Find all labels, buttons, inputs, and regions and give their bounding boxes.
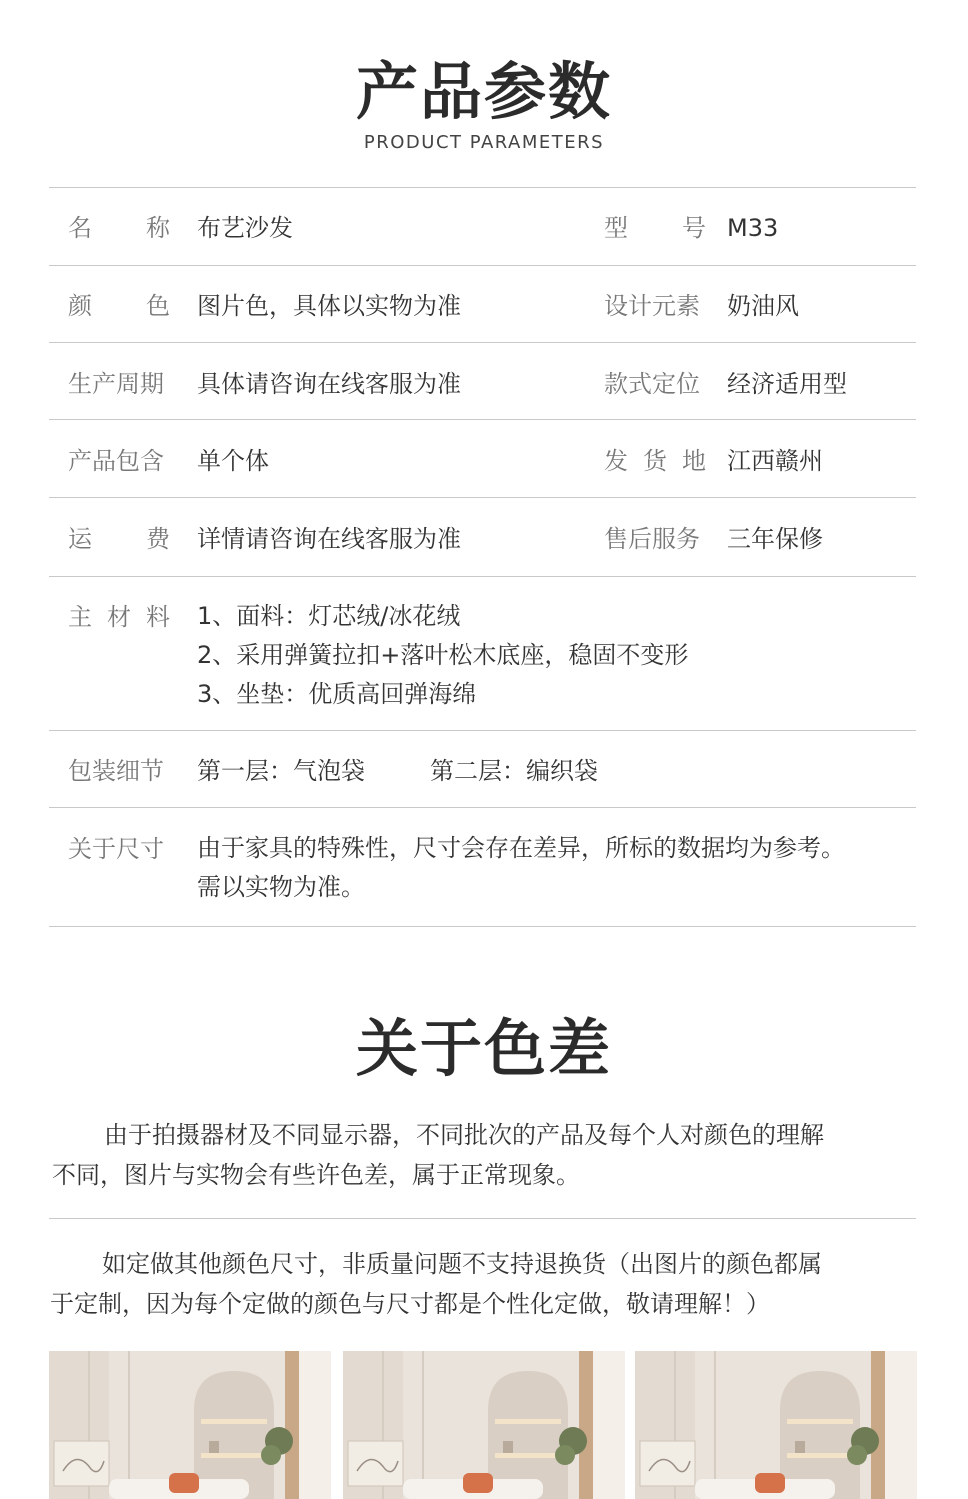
param-label-material: 主 材 料 — [68, 603, 170, 631]
material-line: 2、采用弹簧拉扣+落叶松木底座，稳固不变形 — [197, 641, 689, 669]
param-label-freight: 运 费 — [68, 525, 170, 553]
color-diff-paragraph-2 — [50, 1244, 916, 1324]
divider — [49, 730, 916, 731]
divider — [49, 1218, 916, 1219]
size-line: 需以实物为准。 — [197, 873, 365, 901]
page-subtitle: PRODUCT PARAMETERS — [363, 132, 605, 153]
room-scene-illustration — [343, 1351, 625, 1499]
param-value-model: M33 — [727, 214, 779, 242]
param-label-package: 包装细节 — [68, 757, 164, 785]
product-photo — [343, 1351, 625, 1499]
param-label-model: 型 号 — [604, 214, 706, 242]
divider — [49, 497, 916, 498]
param-label-ship-from: 发 货 地 — [604, 447, 706, 475]
paragraph-line: 如定做其他颜色尺寸，非质量问题不支持退换货（出图片的颜色都属 — [102, 1250, 822, 1278]
divider — [49, 265, 916, 266]
param-value-cycle: 具体请咨询在线客服为准 — [197, 370, 461, 398]
room-scene-illustration — [49, 1351, 331, 1499]
param-value-style: 经济适用型 — [727, 370, 847, 398]
material-line: 3、坐垫：优质高回弹海绵 — [197, 680, 477, 708]
divider — [49, 807, 916, 808]
param-label-design: 设计元素 — [604, 292, 700, 320]
color-diff-title: 关于色差 — [355, 1012, 612, 1085]
param-label-size: 关于尺寸 — [68, 835, 164, 863]
divider — [49, 342, 916, 343]
room-scene-illustration — [635, 1351, 917, 1499]
param-value-color: 图片色，具体以实物为准 — [197, 292, 461, 320]
divider — [49, 576, 916, 577]
paragraph-line: 由于拍摄器材及不同显示器，不同批次的产品及每个人对颜色的理解 — [104, 1121, 824, 1149]
param-value-aftersale: 三年保修 — [727, 525, 823, 553]
paragraph-line: 于定制，因为每个定做的颜色与尺寸都是个性化定做，敬请理解！） — [50, 1290, 770, 1318]
param-label-include: 产品包含 — [68, 447, 164, 475]
param-value-design: 奶油风 — [727, 292, 799, 320]
product-photo — [49, 1351, 331, 1499]
param-value-package-layer2: 第二层：编织袋 — [430, 757, 598, 785]
param-value-package-layer1: 第一层：气泡袋 — [197, 757, 365, 785]
param-label-cycle: 生产周期 — [68, 370, 164, 398]
divider — [49, 187, 916, 188]
param-value-ship-from: 江西赣州 — [727, 447, 823, 475]
param-value-material — [197, 597, 688, 714]
param-value-include: 单个体 — [197, 447, 269, 475]
page-title: 产品参数 — [355, 55, 612, 128]
product-photo — [635, 1351, 917, 1499]
param-label-style: 款式定位 — [604, 370, 700, 398]
divider — [49, 419, 916, 420]
param-label-aftersale: 售后服务 — [604, 525, 700, 553]
paragraph-line: 不同，图片与实物会有些许色差，属于正常现象。 — [52, 1161, 580, 1189]
color-diff-paragraph-1 — [52, 1115, 918, 1195]
size-line: 由于家具的特殊性，尺寸会存在差异，所标的数据均为参考。 — [197, 834, 845, 862]
material-line: 1、面料：灯芯绒/冰花绒 — [197, 602, 461, 630]
param-label-color: 颜 色 — [68, 292, 170, 320]
param-value-name: 布艺沙发 — [197, 214, 293, 242]
param-value-freight: 详情请咨询在线客服为准 — [197, 525, 461, 553]
param-label-name: 名 称 — [68, 214, 170, 242]
param-value-size — [197, 829, 845, 907]
divider — [49, 926, 916, 927]
